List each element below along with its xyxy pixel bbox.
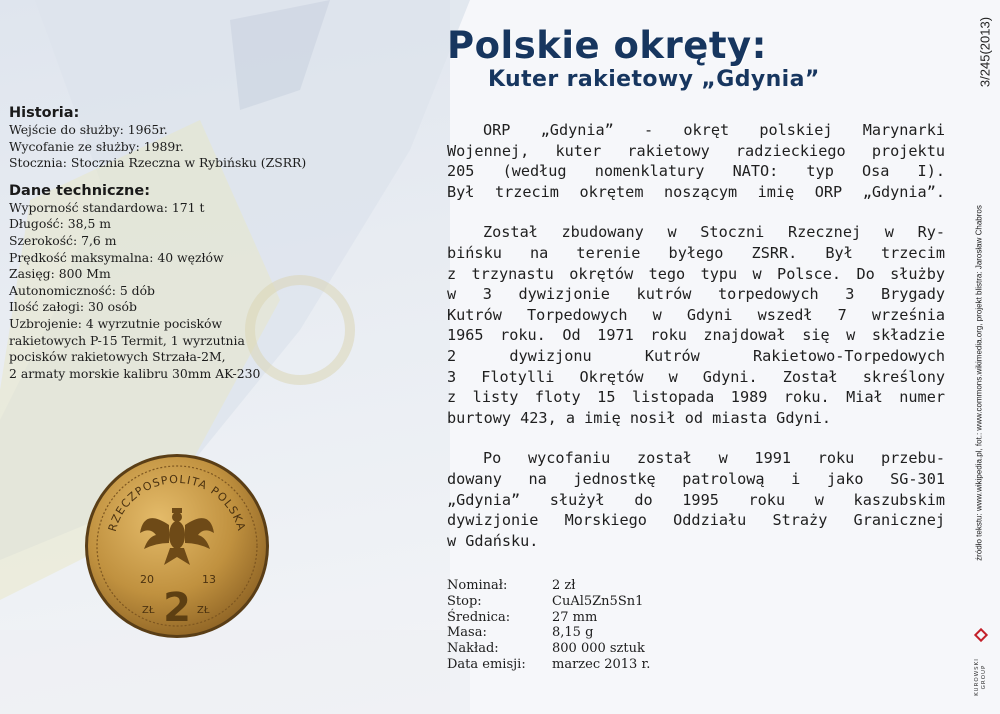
historia-line: Stocznia: Stocznia Rzeczna w Rybińsku (ZSRR) — [9, 155, 307, 171]
dane-line: Uzbrojenie: 4 wyrzutnie pocisków — [9, 315, 223, 331]
spec-key: Masa: — [447, 625, 487, 641]
article-line: „Gdynia” służył do 1995 roku w kaszubskim — [447, 490, 945, 509]
logo-text — [974, 658, 988, 696]
dane-line: Zasięg: 800 Mm — [9, 266, 111, 282]
spec-row — [447, 657, 650, 673]
article-line: w 3 dywizjonie kutrów torpedowych 3 Brygady — [447, 285, 945, 304]
coin-year-right: 13 — [202, 573, 216, 586]
logo-diamond-icon — [974, 628, 988, 642]
article-line: z trzynastu okrętów tego typu w Polsce. Do służby — [447, 264, 945, 283]
article-line: Był trzecim okrętem noszącym imię ORP „Gdynia”. — [447, 182, 945, 201]
spec-value: 800 000 sztuk — [552, 641, 645, 657]
coin-currency-left: ZŁ — [142, 605, 155, 616]
spec-row — [447, 578, 650, 594]
article-line: Kutrów Torpedowych w Gdyni wszedł 7 września — [447, 305, 945, 324]
spec-value: 27 mm — [552, 609, 598, 625]
dane-line: pocisków rakietowych Strzała-2M, — [9, 349, 226, 365]
historia-line: Wycofanie ze służby: 1989r. — [9, 138, 184, 154]
spec-value: 8,15 g — [552, 625, 594, 641]
page-title: Polskie okręty: — [447, 24, 767, 67]
article-line: Wojennej, kuter rakietowy radzieckiego projektu — [447, 141, 945, 160]
logo-line-1: KUROWSKI — [974, 658, 980, 696]
article-line: dywizjonie Morskiego Oddziału Straży Granicznej — [447, 511, 945, 530]
coin-denomination: 2 — [163, 585, 191, 631]
historia-heading: Historia: — [9, 105, 80, 121]
coin-currency-right: ZŁ — [197, 605, 210, 616]
dane-line: Ilość załogi: 30 osób — [9, 299, 137, 315]
dane-line: Prędkość maksymalna: 40 węzłów — [9, 249, 224, 265]
article-line: ORP „Gdynia” - okręt polskiej Marynarki — [483, 121, 945, 139]
article-line: Został zbudowany w Stoczni Rzecznej w Ry- — [483, 223, 945, 242]
catalog-code: 3/245(2013) — [977, 16, 993, 88]
dane-line: Autonomiczność: 5 dób — [9, 282, 155, 298]
dane-line: Wyporność standardowa: 171 t — [9, 199, 205, 215]
spec-key: Stop: — [447, 593, 482, 609]
logo-line-2: GROUP — [981, 664, 987, 690]
coin-specs-table — [447, 578, 650, 673]
spec-value: marzec 2013 r. — [552, 656, 651, 672]
article-line: 1965 roku. Od 1971 roku znajdował się w składzie — [447, 326, 945, 345]
article-line: 3 Flotylli Okrętów w Gdyni. Został skreślony — [447, 367, 945, 386]
spec-value: CuAl5Zn5Sn1 — [552, 593, 644, 609]
dane-line: 2 armaty morskie kalibru 30mm AK-230 — [9, 365, 261, 381]
dane-line: Szerokość: 7,6 m — [9, 232, 117, 248]
dane-line: rakietowych P-15 Termit, 1 wyrzutnia — [9, 332, 245, 348]
article-line: dowany na jednostkę patrolową i jako SG-301 — [447, 469, 945, 488]
dane-heading: Dane techniczne: — [9, 182, 150, 199]
spec-row — [447, 625, 650, 641]
article-line: bińsku na terenie byłego ZSRR. Był trzecim — [447, 243, 945, 262]
spec-value: 2 zł — [552, 578, 576, 593]
article-line: 205 (według nomenklatury NATO: typ Osa I). — [447, 162, 945, 181]
info-panel — [9, 104, 449, 382]
coin-inscription-path: RZECZPOSPOLITA POLSKA — [105, 472, 249, 533]
coin-year-left: 20 — [140, 573, 154, 586]
publisher-logo — [970, 630, 992, 700]
article-text — [447, 120, 945, 551]
spec-key: Nakład: — [447, 641, 499, 657]
historia-line: Wejście do służby: 1965r. — [9, 122, 168, 137]
article-line: w Gdańsku. — [447, 531, 539, 550]
article-line: 2 dywizjonu Kutrów Rakietowo-Torpedowych — [447, 346, 945, 365]
page-subtitle: Kuter rakietowy „Gdynia” — [488, 67, 820, 92]
spec-key: Średnica: — [447, 609, 511, 625]
spec-row — [447, 610, 650, 626]
article-line: burtowy 423, a imię nosił od miasta Gdyni. — [447, 408, 832, 427]
article-line: z listy floty 15 listopada 1989 roku. Miał numer — [447, 388, 945, 407]
article-line: Po wycofaniu został w 1991 roku przebu- — [483, 449, 945, 468]
coin-image — [84, 453, 270, 639]
spec-row — [447, 594, 650, 610]
spec-key: Data emisji: — [447, 656, 526, 672]
spec-key: Nominał: — [447, 578, 508, 593]
dane-line: Długość: 38,5 m — [9, 216, 112, 232]
spec-row — [447, 641, 650, 657]
source-credit: źródło tekstu: www.wikipedia.pl, fot.: www.commons.wikimedia.org, projekt blistra: Jarosław Chabros — [974, 205, 984, 561]
